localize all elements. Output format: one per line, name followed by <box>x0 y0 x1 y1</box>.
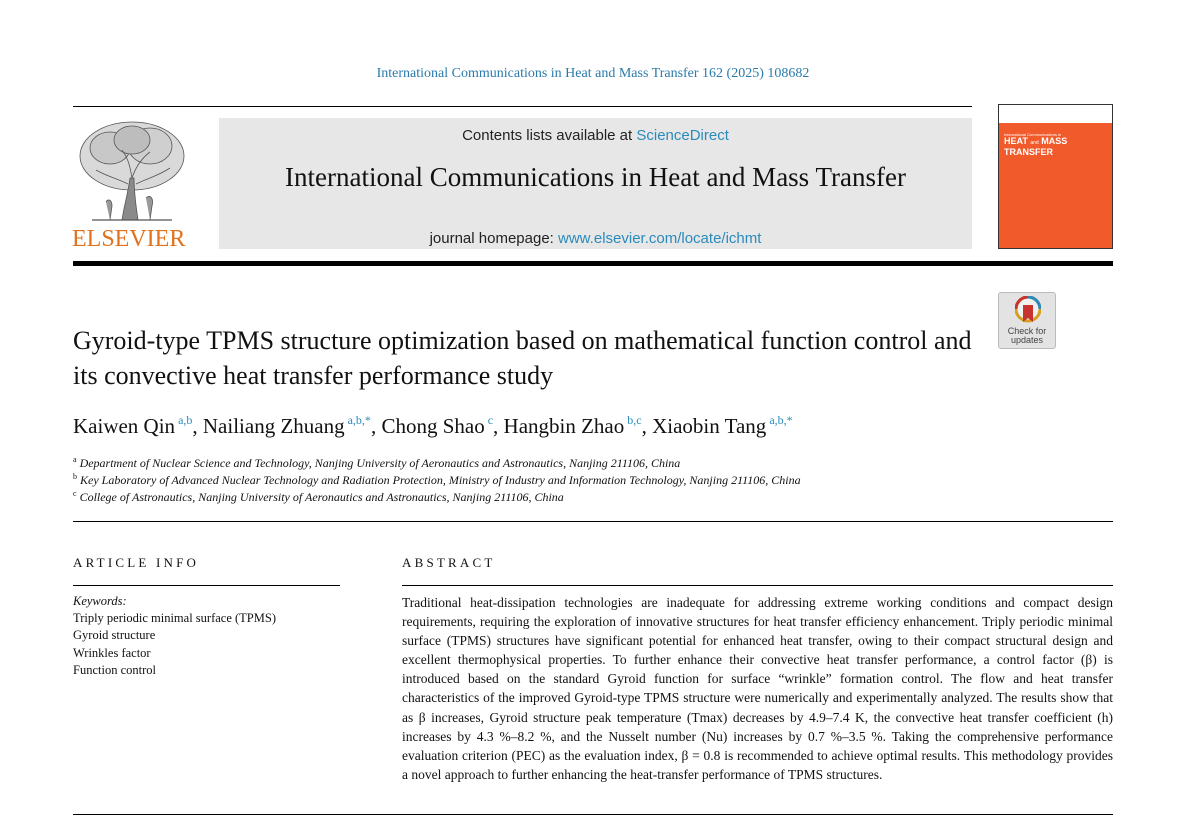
abstract-rule <box>402 585 1113 586</box>
cover-subtitle: International Communications in <box>1004 132 1062 137</box>
article-title: Gyroid-type TPMS structure optimization based on mathematical function control and its convective heat transfer performance study <box>73 326 972 390</box>
cover-title-and: and <box>1030 140 1039 146</box>
journal-title: International Communications in Heat and Mass Transfer <box>285 162 906 192</box>
journal-cover-thumbnail[interactable] <box>998 104 1113 249</box>
author-list <box>73 413 1113 439</box>
keyword-item[interactable]: Wrinkles factor <box>73 645 151 660</box>
affiliation-mark: c <box>73 489 77 498</box>
cover-title <box>1004 137 1067 157</box>
sciencedirect-link[interactable]: ScienceDirect <box>636 127 729 144</box>
author-affiliation-marks[interactable]: a,b <box>175 413 193 427</box>
author-affiliation-marks[interactable]: a,b,* <box>766 413 793 427</box>
affiliation-text: College of Astronautics, Nanjing University of Aeronautics and Astronautics, Nanjing 211106, China <box>79 490 564 504</box>
contents-available-line <box>219 127 972 144</box>
journal-reference[interactable]: International Communications in Heat and Mass Transfer 162 (2025) 108682 <box>376 66 810 81</box>
author-separator: , <box>370 414 382 438</box>
affiliation-mark: a <box>73 455 77 464</box>
check-line-2: updates <box>1010 335 1044 345</box>
top-rule <box>73 106 972 107</box>
journal-homepage-link[interactable]: www.elsevier.com/locate/ichmt <box>558 230 762 247</box>
cover-title-transfer: TRANSFER <box>1004 147 1053 157</box>
cover-top-band <box>999 105 1112 123</box>
bottom-rule <box>73 814 1113 815</box>
author-name[interactable]: Chong Shao <box>381 414 485 438</box>
author-name[interactable]: Hangbin Zhao <box>503 414 625 438</box>
check-for-updates-button[interactable] <box>998 292 1056 349</box>
cover-title-heat: HEAT <box>1004 136 1028 146</box>
author-affiliation-marks[interactable]: b,c <box>624 413 642 427</box>
check-for-updates-label <box>999 327 1055 345</box>
keyword-item[interactable]: Function control <box>73 662 156 677</box>
homepage-prefix: journal homepage: <box>429 230 559 247</box>
affiliation-a <box>73 455 680 471</box>
journal-homepage-line <box>219 230 972 247</box>
affiliations-rule <box>73 521 1113 522</box>
author-separator: , <box>493 414 504 438</box>
abstract-heading: ABSTRACT <box>402 555 496 570</box>
author-affiliation-marks[interactable]: c <box>484 413 494 427</box>
affiliation-mark: b <box>73 472 77 481</box>
article-info-heading: ARTICLE INFO <box>73 555 200 570</box>
header-thick-rule <box>73 261 1113 266</box>
elsevier-publisher-wordmark: ELSEVIER <box>72 226 186 252</box>
author-separator: , <box>641 414 653 438</box>
author-name[interactable]: Kaiwen Qin <box>73 414 176 438</box>
article-info-rule <box>73 585 340 586</box>
affiliation-b <box>73 472 801 488</box>
author-separator: , <box>192 414 203 438</box>
check-for-updates-icon <box>1015 296 1041 326</box>
cover-title-mass: MASS <box>1041 136 1068 146</box>
keyword-item[interactable]: Gyroid structure <box>73 628 156 643</box>
abstract-body: Traditional heat-dissipation technologies are inadequate for addressing extreme working conditions and compact design requirements, requiring the exploration of innovative structures for heat transfer efficiency enhancement. Triply periodic minimal surface (TPMS) structures have significant potential for enhanced heat transfer, owing to their compact structural design and excellent thermophysical properties. To further enhance their convective heat transfer performance, a control factor (β) is introduced based on the standard Gyroid function for surface “wrinkle” formation control. The flow and heat transfer characteristics of the improved Gyroid-type TPMS structure were numerically and experimentally analyzed. The results show that as β increases, Gyroid structure peak temperature (Tmax) decreases by 4.9–7.4 K, the convective heat transfer coefficient (h) increases by 4.3 %–8.2 %, and the Nusselt number (Nu) increases by 0.7 %–3.5 %. Taking the comprehensive performance evaluation criterion (PEC) as the evaluation index, β = 0.8 is recommended to achieve optimal results. This methodology provides a novel approach to further enhancing the heat-transfer performance of TPMS structures. <box>402 595 1113 782</box>
affiliation-text: Key Laboratory of Advanced Nuclear Technology and Radiation Protection, Ministry of Industry and Information Technology, Nanjing 211106, China <box>80 473 801 487</box>
author-affiliation-marks[interactable]: a,b,* <box>344 413 371 427</box>
author-name[interactable]: Nailiang Zhuang <box>202 414 345 438</box>
keyword-item[interactable]: Triply periodic minimal surface (TPMS) <box>73 611 276 626</box>
affiliation-text: Department of Nuclear Science and Technology, Nanjing University of Aeronautics and Astronautics, Nanjing 211106, China <box>79 456 681 470</box>
author-name[interactable]: Xiaobin Tang <box>652 414 767 438</box>
keywords-block <box>73 593 276 679</box>
affiliation-c <box>73 489 564 505</box>
keywords-label: Keywords: <box>73 594 127 608</box>
journal-banner <box>219 118 972 249</box>
check-line-1: Check for <box>1007 326 1047 336</box>
contents-prefix: Contents lists available at <box>462 127 637 144</box>
